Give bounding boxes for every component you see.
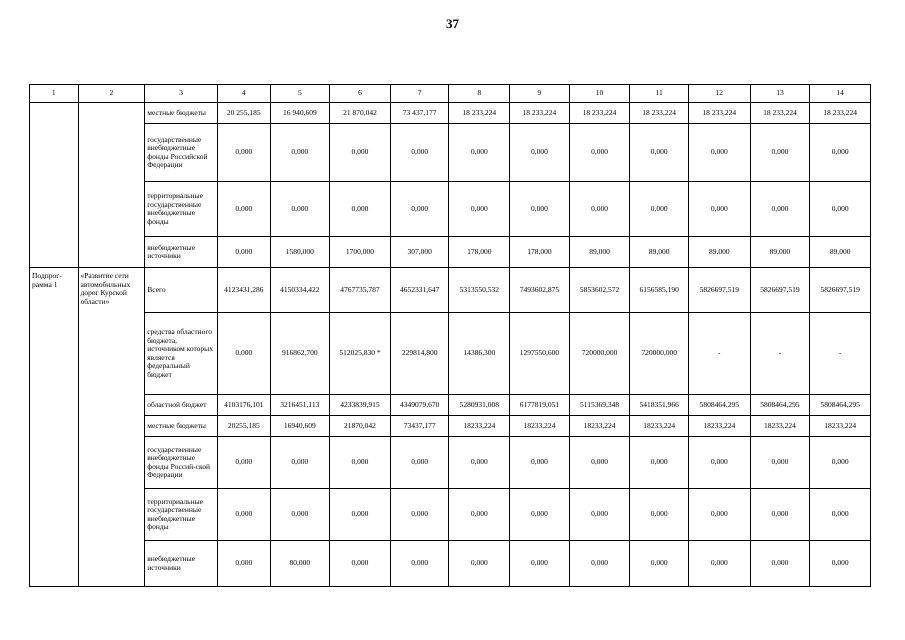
header-cell: 3 [145,85,218,103]
value-cell: 73437,177 [390,416,449,437]
empty-cell [30,103,79,268]
header-cell: 4 [217,85,270,103]
value-cell: 80,000 [270,541,330,587]
value-cell: 0,000 [569,437,630,489]
value-cell: 0,000 [510,489,570,541]
value-cell: 5826697,519 [688,268,750,313]
header-cell: 13 [750,85,810,103]
table-row [30,489,871,541]
table-row [30,182,871,237]
header-cell: 11 [630,85,689,103]
value-cell: 0,000 [330,541,391,587]
value-cell: 5826697,519 [750,268,810,313]
value-cell: 0,000 [270,489,330,541]
value-cell: 0,000 [217,437,270,489]
value-cell: 1297550,600 [510,313,570,395]
table-row [30,437,871,489]
value-cell: 0,000 [217,489,270,541]
value-cell: 0,000 [569,541,630,587]
value-cell: 0,000 [390,541,449,587]
value-cell: - [750,313,810,395]
value-cell: 18233,224 [510,416,570,437]
value-cell: 18233,224 [810,416,871,437]
value-cell: 3216451,113 [270,395,330,416]
value-cell: 5808464,295 [810,395,871,416]
value-cell: 5115369,348 [569,395,630,416]
value-cell: 0,000 [330,437,391,489]
value-cell: 5808464,295 [750,395,810,416]
value-cell: 229814,800 [390,313,449,395]
value-cell: 0,000 [449,182,510,237]
value-cell: 0,000 [688,541,750,587]
value-cell: 0,000 [630,182,689,237]
value-cell: 18233,224 [449,416,510,437]
source-cell: областной бюджет [145,395,218,416]
value-cell: 178,000 [449,237,510,268]
value-cell: 5280931,008 [449,395,510,416]
value-cell: 1700,000 [330,237,391,268]
budget-table [29,84,871,587]
value-cell: 0,000 [449,124,510,182]
value-cell: 6177819,051 [510,395,570,416]
value-cell: 0,000 [569,182,630,237]
value-cell: 0,000 [390,437,449,489]
value-cell: 0,000 [569,489,630,541]
value-cell: 0,000 [750,489,810,541]
value-cell: 0,000 [390,124,449,182]
value-cell: 0,000 [688,124,750,182]
header-cell: 1 [30,85,79,103]
value-cell: 178,000 [510,237,570,268]
value-cell: 0,000 [510,437,570,489]
value-cell: 0,000 [569,124,630,182]
value-cell: 0,000 [330,124,391,182]
header-cell: 12 [688,85,750,103]
value-cell: 916862,700 [270,313,330,395]
value-cell: 5418351,966 [630,395,689,416]
value-cell: 0,000 [688,182,750,237]
header-cell: 6 [330,85,391,103]
value-cell: 0,000 [449,541,510,587]
value-cell: 4652331,647 [390,268,449,313]
header-cell: 5 [270,85,330,103]
value-cell: 5853602,572 [569,268,630,313]
value-cell: 0,000 [510,182,570,237]
subprogram-label: Подпрог-рамма 1 [30,268,79,587]
table-row [30,268,871,313]
value-cell: 18 233,224 [688,103,750,124]
header-cell: 7 [390,85,449,103]
value-cell: 4767735,787 [330,268,391,313]
value-cell: 1580,000 [270,237,330,268]
value-cell: 0,000 [630,437,689,489]
value-cell: 0,000 [390,489,449,541]
value-cell: 5826697,519 [810,268,871,313]
value-cell: 0,000 [270,182,330,237]
value-cell: 20 255,185 [217,103,270,124]
value-cell: 0,000 [449,489,510,541]
source-cell: местные бюджеты [145,416,218,437]
source-cell: государственные внебюджетные фонды Россий-ской Федерации [145,437,218,489]
header-cell: 9 [510,85,570,103]
source-cell: местные бюджеты [145,103,218,124]
value-cell: 720000,000 [569,313,630,395]
value-cell: 18 233,224 [449,103,510,124]
value-cell: 18233,224 [688,416,750,437]
value-cell: 89,000 [810,237,871,268]
value-cell: 5313550,532 [449,268,510,313]
value-cell: 0,000 [810,437,871,489]
value-cell: 21 870,042 [330,103,391,124]
value-cell: 4123431,286 [217,268,270,313]
source-cell: внебюджетные источники [145,237,218,268]
value-cell: 720000,000 [630,313,689,395]
source-cell: территориальные государственные внебюджетные фонды [145,182,218,237]
value-cell: 4349079,670 [390,395,449,416]
subprogram-name: «Развитие сети автомобильных дорог Курской области» [78,268,145,587]
value-cell: 18 233,224 [750,103,810,124]
value-cell: 0,000 [688,489,750,541]
value-cell: 18 233,224 [569,103,630,124]
value-cell: 0,000 [270,437,330,489]
value-cell: 6156585,190 [630,268,689,313]
empty-cell [78,103,145,268]
value-cell: 0,000 [810,541,871,587]
value-cell: 0,000 [270,124,330,182]
value-cell: 18233,224 [630,416,689,437]
value-cell: 7493602,875 [510,268,570,313]
value-cell: 0,000 [217,124,270,182]
value-cell: 0,000 [217,541,270,587]
source-cell: средства областного бюджета, источником которых является федеральный бюджет [145,313,218,395]
value-cell: 89,000 [630,237,689,268]
value-cell: 18 233,224 [510,103,570,124]
value-cell: 14386,300 [449,313,510,395]
table-row [30,395,871,416]
source-cell: государственные внебюджетные фонды Российской Федерации [145,124,218,182]
table-row [30,541,871,587]
value-cell: 0,000 [330,489,391,541]
header-cell: 8 [449,85,510,103]
value-cell: 0,000 [630,541,689,587]
value-cell: 0,000 [217,182,270,237]
value-cell: 512025,830 * [330,313,391,395]
value-cell: 0,000 [217,237,270,268]
value-cell: 0,000 [810,489,871,541]
value-cell: 5808464,295 [688,395,750,416]
source-cell: Всего [145,268,218,313]
value-cell: 89,000 [688,237,750,268]
value-cell: 0,000 [810,182,871,237]
value-cell: 0,000 [750,541,810,587]
header-cell: 10 [569,85,630,103]
page-number: 37 [446,16,459,31]
header-cell: 2 [78,85,145,103]
value-cell: 20255,185 [217,416,270,437]
value-cell: 89,000 [750,237,810,268]
value-cell: 4233839,915 [330,395,391,416]
table-row [30,416,871,437]
value-cell: 18 233,224 [810,103,871,124]
value-cell: 89,000 [569,237,630,268]
table-row [30,237,871,268]
value-cell: 18233,224 [750,416,810,437]
source-cell: территориальные государственные внебюджетные фонды [145,489,218,541]
value-cell: 73 437,177 [390,103,449,124]
table-row [30,124,871,182]
value-cell: 307,000 [390,237,449,268]
value-cell: 0,000 [630,489,689,541]
value-cell: 4150334,422 [270,268,330,313]
value-cell: 0,000 [750,182,810,237]
value-cell: - [688,313,750,395]
value-cell: 18 233,224 [630,103,689,124]
value-cell: 0,000 [510,541,570,587]
value-cell: 0,000 [217,313,270,395]
value-cell: 0,000 [630,124,689,182]
value-cell: 0,000 [810,124,871,182]
value-cell: 4103176,101 [217,395,270,416]
value-cell: 16 940,609 [270,103,330,124]
value-cell: 0,000 [750,124,810,182]
value-cell: 0,000 [390,182,449,237]
value-cell: 0,000 [688,437,750,489]
value-cell: 0,000 [449,437,510,489]
value-cell: 0,000 [330,182,391,237]
table-row [30,103,871,124]
value-cell: - [810,313,871,395]
value-cell: 0,000 [750,437,810,489]
value-cell: 18233,224 [569,416,630,437]
source-cell: внебюджетные источники [145,541,218,587]
value-cell: 16940,609 [270,416,330,437]
header-cell: 14 [810,85,871,103]
table-row [30,313,871,395]
value-cell: 21870,042 [330,416,391,437]
value-cell: 0,000 [510,124,570,182]
header-row [30,85,871,103]
